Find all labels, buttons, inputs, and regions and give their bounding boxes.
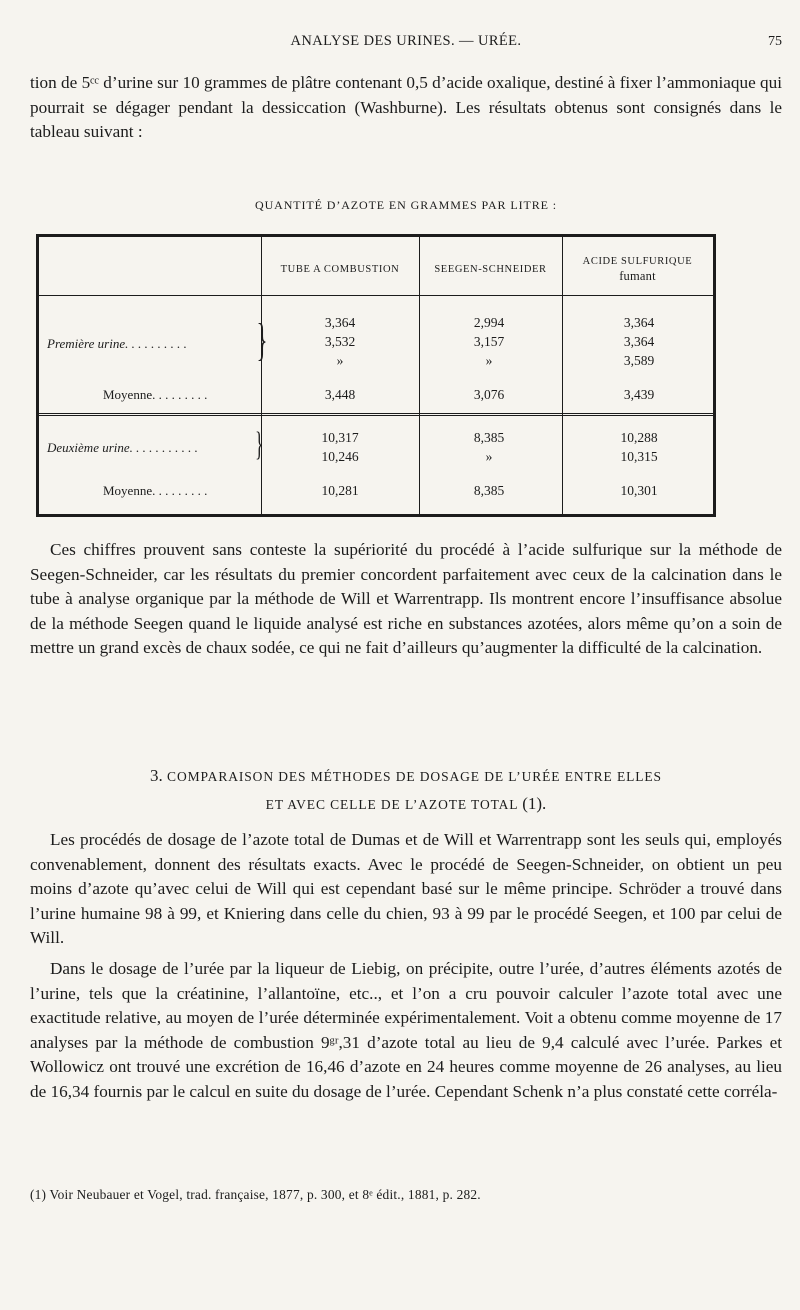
- brace-deuxieme: }: [255, 426, 264, 463]
- section-footnote-ref: (1).: [522, 794, 547, 813]
- cell-premiere-tube-2: 3,532: [324, 334, 356, 349]
- paragraph-4: Dans le dosage de l’urée par la liqueur de Liebig, on précipite, outre l’urée, d’autres éléments azotés de l’urine, tels que la créatinine, l’allantoïne, etc.., et l’on a cru pouvoir calculer l’azote total avec une exactitude relative, au moyen de l’urée déterminée expérimentalement. Voit a obtenu comme moyenne de 17 analyses par la méthode de combustion 9ᵍʳ,31 d’azote total au lieu de 9,4 calculé avec l’urée. Parkes et Wollowicz ont trouvé une excrétion de 16,46 d’azote en 24 heures comme moyenne de 26 analyses, au lieu de 16,34 fournis par le calcul en suite du dosage de l’urée. Cependant Schenk n’a plus constaté cette corréla-: [30, 958, 782, 1101]
- cell-premiere-tube-1: 3,364: [324, 315, 356, 330]
- cell-premiere-tube-3: »: [336, 353, 344, 368]
- col-header-tube: TUBE A COMBUSTION: [280, 264, 400, 275]
- paragraph-intro: [30, 71, 782, 145]
- cell-moyenne1-seegen: 3,076: [473, 387, 505, 402]
- cell-moyenne1-tube: 3,448: [324, 387, 356, 402]
- cell-deuxieme-acide-2: 10,315: [620, 449, 658, 464]
- running-header: [30, 33, 782, 55]
- cell-moyenne2-acide: 10,301: [620, 483, 658, 498]
- cell-premiere-seegen-1: 2,994: [473, 315, 505, 330]
- section-heading-line1: [30, 762, 782, 790]
- paragraph-1: tion de 5ᶜᶜ d’urine sur 10 grammes de plâtre contenant 0,5 d’acide oxalique, destiné à fixer l’ammoniaque qui pourrait se dégager pendant la dessiccation (Washburne). Les résultats obtenus sont consignés dans le tableau suivant :: [30, 73, 782, 142]
- nitrogen-table: [36, 234, 716, 517]
- row-label-deuxieme: Deuxième urine. . . . . . . . . . .: [47, 440, 198, 455]
- section-title-line1: COMPARAISON DES MÉTHODES DE DOSAGE DE L’URÉE ENTRE ELLES: [167, 769, 662, 784]
- table-rule-mid: [39, 413, 713, 416]
- col-header-seegen: SEEGEN-SCHNEIDER: [434, 264, 547, 275]
- section-body: [30, 828, 782, 1105]
- page-number: 75: [768, 34, 782, 49]
- cell-deuxieme-seegen-1: 8,385: [473, 430, 505, 445]
- paragraph-2: Ces chiffres prouvent sans conteste la supériorité du procédé à l’acide sulfurique sur la méthode de Seegen-Schneider, car les résultats du premier concordent parfaitement avec ceux de la calcination dans le tube à analyse organique par la méthode de Will et Warrentrapp. Ils montrent encore l’insuffisance absolue de la méthode Seegen quand le liquide analysé est riche en substances azotées, alors même qu’on a soin de mettre un grand excès de chaux sodée, ce qui ne fait d’ailleurs qu’augmenter la difficulté de la calcination.: [30, 540, 782, 658]
- section-heading-line2: [30, 790, 782, 818]
- cell-premiere-acide-2: 3,364: [623, 334, 655, 349]
- running-title: ANALYSE DES URINES. — URÉE.: [290, 33, 522, 49]
- cell-deuxieme-tube-1: 10,317: [321, 430, 359, 445]
- paragraph-conclusion: [30, 538, 782, 661]
- row-label-moyenne-1: Moyenne. . . . . . . . .: [103, 387, 208, 402]
- col-header-acide: [562, 255, 713, 283]
- section-number: 3.: [150, 766, 163, 785]
- cell-moyenne2-seegen: 8,385: [473, 483, 505, 498]
- cell-deuxieme-acide-1: 10,288: [620, 430, 658, 445]
- brace-premiere: }: [256, 314, 268, 365]
- col-header-acide-line1: ACIDE SULFURIQUE: [582, 256, 693, 267]
- cell-moyenne1-acide: 3,439: [623, 387, 655, 402]
- section-title-line2: ET AVEC CELLE DE L’AZOTE TOTAL: [265, 797, 518, 812]
- row-label-moyenne-2: Moyenne. . . . . . . . .: [103, 483, 208, 498]
- table-rule-v1: [261, 237, 262, 514]
- paragraph-3: Les procédés de dosage de l’azote total de Dumas et de Will et Warrentrapp sont les seuls qui, employés convenablement, donnent des résultats exacts. Avec le procédé de Seegen-Schneider, on obtient un peu moins d’azote qu’avec celui de Will qui est cependant basé sur le même principe. Schröder a trouvé dans l’urine humaine 98 à 99, et Kniering dans celle du chien, 93 à 99 par le procédé Seegen, et 100 par celui de Will.: [30, 830, 782, 948]
- cell-premiere-acide-1: 3,364: [623, 315, 655, 330]
- cell-deuxieme-tube-2: 10,246: [321, 449, 359, 464]
- footnote: (1) Voir Neubauer et Vogel, trad. française, 1877, p. 300, et 8ᵉ édit., 1881, p. 282.: [30, 1187, 481, 1202]
- cell-premiere-seegen-3: »: [485, 353, 493, 368]
- cell-premiere-acide-3: 3,589: [623, 353, 655, 368]
- cell-deuxieme-seegen-2: »: [485, 449, 493, 464]
- cell-moyenne2-tube: 10,281: [321, 483, 359, 498]
- table-rule-v2: [419, 237, 420, 514]
- cell-premiere-seegen-2: 3,157: [473, 334, 505, 349]
- col-header-acide-line2: fumant: [619, 269, 656, 283]
- section-heading: [30, 762, 782, 818]
- table-caption: QUANTITÉ D’AZOTE EN GRAMMES PAR LITRE :: [255, 198, 557, 212]
- table-rule-header: [39, 295, 713, 296]
- row-label-premiere: Première urine. . . . . . . . . .: [47, 336, 187, 351]
